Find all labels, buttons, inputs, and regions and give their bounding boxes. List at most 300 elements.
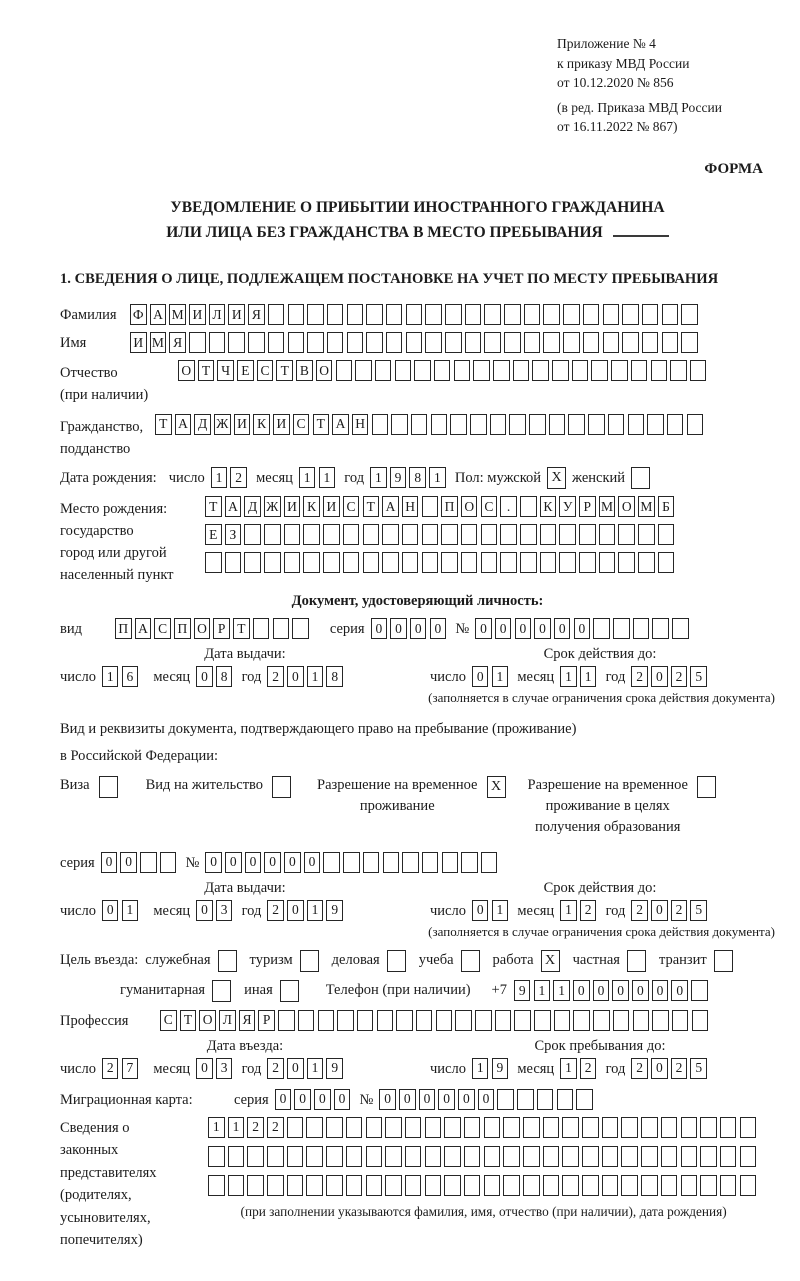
- char-cell[interactable]: 1: [492, 900, 509, 921]
- purpose-business-checkbox[interactable]: [387, 950, 406, 972]
- char-cell[interactable]: 1: [560, 666, 577, 687]
- char-cell[interactable]: А: [175, 414, 192, 435]
- char-cell[interactable]: 0: [245, 852, 262, 873]
- char-cell[interactable]: [740, 1117, 757, 1138]
- char-cell[interactable]: [562, 1146, 579, 1167]
- char-cell[interactable]: 0: [399, 1089, 416, 1110]
- char-cell[interactable]: 1: [560, 900, 577, 921]
- char-cell[interactable]: [672, 1010, 689, 1031]
- char-cell[interactable]: [523, 1146, 540, 1167]
- char-cell[interactable]: 0: [651, 900, 668, 921]
- char-cell[interactable]: [292, 618, 309, 639]
- char-cell[interactable]: [402, 852, 419, 873]
- char-cell[interactable]: [425, 304, 442, 325]
- char-cell[interactable]: [583, 304, 600, 325]
- char-cell[interactable]: [509, 414, 526, 435]
- char-cell[interactable]: 8: [216, 666, 233, 687]
- char-cell[interactable]: [205, 552, 222, 573]
- char-cell[interactable]: 0: [287, 1058, 304, 1079]
- char-cell[interactable]: [540, 552, 557, 573]
- char-cell[interactable]: 0: [472, 900, 489, 921]
- char-cell[interactable]: 0: [102, 900, 119, 921]
- char-cell[interactable]: 0: [379, 1089, 396, 1110]
- char-cell[interactable]: О: [194, 618, 211, 639]
- char-cell[interactable]: [681, 1146, 698, 1167]
- char-cell[interactable]: 2: [580, 900, 597, 921]
- char-cell[interactable]: [406, 304, 423, 325]
- char-cell[interactable]: 0: [334, 1089, 351, 1110]
- char-cell[interactable]: [593, 1010, 610, 1031]
- char-cell[interactable]: [343, 524, 360, 545]
- char-cell[interactable]: [473, 360, 490, 381]
- char-cell[interactable]: 2: [102, 1058, 119, 1079]
- char-cell[interactable]: [441, 552, 458, 573]
- char-cell[interactable]: [228, 332, 245, 353]
- char-cell[interactable]: 0: [593, 980, 610, 1001]
- char-cell[interactable]: 0: [472, 666, 489, 687]
- char-cell[interactable]: 0: [196, 666, 213, 687]
- char-cell[interactable]: А: [382, 496, 399, 517]
- char-cell[interactable]: [613, 618, 630, 639]
- char-cell[interactable]: [638, 524, 655, 545]
- char-cell[interactable]: [622, 304, 639, 325]
- char-cell[interactable]: 0: [515, 618, 532, 639]
- char-cell[interactable]: И: [284, 496, 301, 517]
- purpose-official-checkbox[interactable]: [218, 950, 237, 972]
- char-cell[interactable]: 9: [492, 1058, 509, 1079]
- char-cell[interactable]: [484, 332, 501, 353]
- char-cell[interactable]: 0: [573, 980, 590, 1001]
- char-cell[interactable]: [465, 304, 482, 325]
- char-cell[interactable]: [618, 552, 635, 573]
- char-cell[interactable]: [572, 360, 589, 381]
- char-cell[interactable]: [464, 1146, 481, 1167]
- char-cell[interactable]: [622, 332, 639, 353]
- char-cell[interactable]: [562, 1117, 579, 1138]
- char-cell[interactable]: [638, 552, 655, 573]
- char-cell[interactable]: И: [273, 414, 290, 435]
- char-cell[interactable]: [366, 332, 383, 353]
- char-cell[interactable]: [366, 304, 383, 325]
- char-cell[interactable]: Р: [579, 496, 596, 517]
- char-cell[interactable]: 1: [492, 666, 509, 687]
- char-cell[interactable]: [537, 1089, 554, 1110]
- char-cell[interactable]: [445, 332, 462, 353]
- char-cell[interactable]: 0: [651, 1058, 668, 1079]
- char-cell[interactable]: [402, 552, 419, 573]
- purpose-tourism-checkbox[interactable]: [300, 950, 319, 972]
- char-cell[interactable]: [303, 552, 320, 573]
- char-cell[interactable]: [621, 1146, 638, 1167]
- char-cell[interactable]: С: [154, 618, 171, 639]
- char-cell[interactable]: [662, 304, 679, 325]
- char-cell[interactable]: А: [225, 496, 242, 517]
- char-cell[interactable]: [363, 552, 380, 573]
- char-cell[interactable]: [406, 332, 423, 353]
- char-cell[interactable]: Т: [155, 414, 172, 435]
- char-cell[interactable]: [264, 524, 281, 545]
- char-cell[interactable]: 0: [101, 852, 118, 873]
- char-cell[interactable]: [603, 332, 620, 353]
- char-cell[interactable]: [323, 852, 340, 873]
- char-cell[interactable]: 2: [247, 1117, 264, 1138]
- char-cell[interactable]: [357, 1010, 374, 1031]
- char-cell[interactable]: [520, 524, 537, 545]
- char-cell[interactable]: А: [135, 618, 152, 639]
- char-cell[interactable]: 2: [631, 1058, 648, 1079]
- char-cell[interactable]: [563, 332, 580, 353]
- char-cell[interactable]: [273, 618, 290, 639]
- char-cell[interactable]: [464, 1175, 481, 1196]
- char-cell[interactable]: 9: [514, 980, 531, 1001]
- char-cell[interactable]: [307, 332, 324, 353]
- char-cell[interactable]: [500, 524, 517, 545]
- char-cell[interactable]: 3: [216, 1058, 233, 1079]
- option-temp-residence-checkbox[interactable]: X: [487, 776, 506, 798]
- char-cell[interactable]: [444, 1117, 461, 1138]
- char-cell[interactable]: Т: [363, 496, 380, 517]
- char-cell[interactable]: [641, 1146, 658, 1167]
- char-cell[interactable]: К: [303, 496, 320, 517]
- purpose-private-checkbox[interactable]: [627, 950, 646, 972]
- char-cell[interactable]: [481, 852, 498, 873]
- char-cell[interactable]: 0: [652, 980, 669, 1001]
- char-cell[interactable]: [267, 1175, 284, 1196]
- char-cell[interactable]: [611, 360, 628, 381]
- char-cell[interactable]: [422, 496, 439, 517]
- char-cell[interactable]: Л: [209, 304, 226, 325]
- char-cell[interactable]: [523, 1117, 540, 1138]
- char-cell[interactable]: [405, 1117, 422, 1138]
- char-cell[interactable]: 7: [122, 1058, 139, 1079]
- char-cell[interactable]: [642, 304, 659, 325]
- char-cell[interactable]: [692, 1010, 709, 1031]
- char-cell[interactable]: [366, 1175, 383, 1196]
- char-cell[interactable]: [385, 1146, 402, 1167]
- char-cell[interactable]: [662, 332, 679, 353]
- gender-female-checkbox[interactable]: [631, 467, 650, 489]
- char-cell[interactable]: [377, 1010, 394, 1031]
- char-cell[interactable]: [366, 1146, 383, 1167]
- char-cell[interactable]: [563, 304, 580, 325]
- char-cell[interactable]: [524, 304, 541, 325]
- char-cell[interactable]: 9: [390, 467, 407, 488]
- char-cell[interactable]: К: [540, 496, 557, 517]
- char-cell[interactable]: [520, 496, 537, 517]
- char-cell[interactable]: 0: [612, 980, 629, 1001]
- char-cell[interactable]: [422, 524, 439, 545]
- char-cell[interactable]: Т: [198, 360, 215, 381]
- char-cell[interactable]: [363, 524, 380, 545]
- char-cell[interactable]: [618, 524, 635, 545]
- char-cell[interactable]: С: [257, 360, 274, 381]
- char-cell[interactable]: 2: [631, 900, 648, 921]
- char-cell[interactable]: [386, 332, 403, 353]
- char-cell[interactable]: [140, 852, 157, 873]
- char-cell[interactable]: [307, 304, 324, 325]
- char-cell[interactable]: П: [174, 618, 191, 639]
- char-cell[interactable]: Т: [205, 496, 222, 517]
- char-cell[interactable]: 0: [438, 1089, 455, 1110]
- char-cell[interactable]: [372, 414, 389, 435]
- char-cell[interactable]: 1: [307, 900, 324, 921]
- char-cell[interactable]: [425, 1146, 442, 1167]
- char-cell[interactable]: 0: [120, 852, 137, 873]
- purpose-humanitarian-checkbox[interactable]: [212, 980, 231, 1002]
- char-cell[interactable]: [602, 1117, 619, 1138]
- char-cell[interactable]: [503, 1175, 520, 1196]
- char-cell[interactable]: [209, 332, 226, 353]
- char-cell[interactable]: [436, 1010, 453, 1031]
- char-cell[interactable]: [667, 414, 684, 435]
- char-cell[interactable]: [661, 1117, 678, 1138]
- char-cell[interactable]: 0: [287, 900, 304, 921]
- char-cell[interactable]: [208, 1146, 225, 1167]
- char-cell[interactable]: [687, 414, 704, 435]
- char-cell[interactable]: 0: [314, 1089, 331, 1110]
- char-cell[interactable]: Т: [313, 414, 330, 435]
- char-cell[interactable]: Е: [205, 524, 222, 545]
- char-cell[interactable]: [557, 1089, 574, 1110]
- option-visa-checkbox[interactable]: [99, 776, 118, 798]
- char-cell[interactable]: [582, 1175, 599, 1196]
- char-cell[interactable]: [391, 414, 408, 435]
- char-cell[interactable]: [247, 1175, 264, 1196]
- char-cell[interactable]: [343, 852, 360, 873]
- char-cell[interactable]: 0: [196, 1058, 213, 1079]
- char-cell[interactable]: [425, 1117, 442, 1138]
- char-cell[interactable]: О: [461, 496, 478, 517]
- char-cell[interactable]: 0: [419, 1089, 436, 1110]
- char-cell[interactable]: [284, 552, 301, 573]
- char-cell[interactable]: [444, 1175, 461, 1196]
- char-cell[interactable]: [513, 360, 530, 381]
- char-cell[interactable]: [652, 1010, 669, 1031]
- char-cell[interactable]: [434, 360, 451, 381]
- char-cell[interactable]: [490, 414, 507, 435]
- char-cell[interactable]: [346, 1117, 363, 1138]
- char-cell[interactable]: [543, 304, 560, 325]
- char-cell[interactable]: 5: [690, 666, 707, 687]
- char-cell[interactable]: 2: [580, 1058, 597, 1079]
- char-cell[interactable]: 8: [326, 666, 343, 687]
- char-cell[interactable]: [641, 1117, 658, 1138]
- char-cell[interactable]: [658, 552, 675, 573]
- char-cell[interactable]: М: [169, 304, 186, 325]
- char-cell[interactable]: 0: [651, 666, 668, 687]
- char-cell[interactable]: [208, 1175, 225, 1196]
- char-cell[interactable]: [568, 414, 585, 435]
- char-cell[interactable]: [248, 332, 265, 353]
- char-cell[interactable]: П: [441, 496, 458, 517]
- char-cell[interactable]: [416, 1010, 433, 1031]
- char-cell[interactable]: М: [599, 496, 616, 517]
- char-cell[interactable]: 0: [371, 618, 388, 639]
- char-cell[interactable]: 1: [307, 666, 324, 687]
- char-cell[interactable]: П: [115, 618, 132, 639]
- char-cell[interactable]: [514, 1010, 531, 1031]
- char-cell[interactable]: [337, 1010, 354, 1031]
- char-cell[interactable]: [691, 980, 708, 1001]
- char-cell[interactable]: [303, 524, 320, 545]
- char-cell[interactable]: [481, 524, 498, 545]
- char-cell[interactable]: [484, 1175, 501, 1196]
- char-cell[interactable]: 0: [458, 1089, 475, 1110]
- char-cell[interactable]: 2: [267, 666, 284, 687]
- char-cell[interactable]: 1: [208, 1117, 225, 1138]
- char-cell[interactable]: 0: [475, 618, 492, 639]
- char-cell[interactable]: [228, 1175, 245, 1196]
- char-cell[interactable]: Т: [276, 360, 293, 381]
- char-cell[interactable]: 0: [304, 852, 321, 873]
- char-cell[interactable]: 2: [267, 1117, 284, 1138]
- char-cell[interactable]: К: [253, 414, 270, 435]
- char-cell[interactable]: Я: [169, 332, 186, 353]
- char-cell[interactable]: [228, 1146, 245, 1167]
- char-cell[interactable]: 1: [228, 1117, 245, 1138]
- char-cell[interactable]: [461, 852, 478, 873]
- char-cell[interactable]: М: [638, 496, 655, 517]
- char-cell[interactable]: [642, 332, 659, 353]
- char-cell[interactable]: 0: [284, 852, 301, 873]
- char-cell[interactable]: 0: [275, 1089, 292, 1110]
- char-cell[interactable]: [700, 1117, 717, 1138]
- char-cell[interactable]: [559, 524, 576, 545]
- char-cell[interactable]: [441, 524, 458, 545]
- char-cell[interactable]: Д: [194, 414, 211, 435]
- char-cell[interactable]: [264, 552, 281, 573]
- char-cell[interactable]: Е: [237, 360, 254, 381]
- char-cell[interactable]: [543, 1117, 560, 1138]
- char-cell[interactable]: 2: [671, 900, 688, 921]
- char-cell[interactable]: [385, 1175, 402, 1196]
- char-cell[interactable]: [583, 332, 600, 353]
- char-cell[interactable]: Р: [213, 618, 230, 639]
- char-cell[interactable]: [672, 618, 689, 639]
- char-cell[interactable]: И: [323, 496, 340, 517]
- char-cell[interactable]: 2: [631, 666, 648, 687]
- char-cell[interactable]: [621, 1117, 638, 1138]
- char-cell[interactable]: О: [316, 360, 333, 381]
- char-cell[interactable]: [244, 524, 261, 545]
- char-cell[interactable]: [253, 618, 270, 639]
- char-cell[interactable]: [326, 1175, 343, 1196]
- char-cell[interactable]: 0: [671, 980, 688, 1001]
- char-cell[interactable]: [385, 1117, 402, 1138]
- char-cell[interactable]: [461, 552, 478, 573]
- char-cell[interactable]: [396, 1010, 413, 1031]
- char-cell[interactable]: [582, 1117, 599, 1138]
- char-cell[interactable]: 8: [409, 467, 426, 488]
- char-cell[interactable]: [470, 414, 487, 435]
- char-cell[interactable]: [500, 552, 517, 573]
- char-cell[interactable]: [287, 1175, 304, 1196]
- char-cell[interactable]: [647, 414, 664, 435]
- char-cell[interactable]: [529, 414, 546, 435]
- char-cell[interactable]: [225, 552, 242, 573]
- char-cell[interactable]: [405, 1175, 422, 1196]
- char-cell[interactable]: [651, 360, 668, 381]
- char-cell[interactable]: [576, 1089, 593, 1110]
- char-cell[interactable]: [298, 1010, 315, 1031]
- char-cell[interactable]: [579, 524, 596, 545]
- char-cell[interactable]: [681, 1117, 698, 1138]
- char-cell[interactable]: 1: [553, 980, 570, 1001]
- purpose-other-checkbox[interactable]: [280, 980, 299, 1002]
- char-cell[interactable]: 0: [410, 618, 427, 639]
- char-cell[interactable]: М: [150, 332, 167, 353]
- char-cell[interactable]: 0: [554, 618, 571, 639]
- char-cell[interactable]: 1: [370, 467, 387, 488]
- char-cell[interactable]: [346, 1175, 363, 1196]
- char-cell[interactable]: 1: [472, 1058, 489, 1079]
- option-residence-permit-checkbox[interactable]: [272, 776, 291, 798]
- char-cell[interactable]: [288, 332, 305, 353]
- char-cell[interactable]: [484, 304, 501, 325]
- char-cell[interactable]: [497, 1089, 514, 1110]
- char-cell[interactable]: [613, 1010, 630, 1031]
- char-cell[interactable]: [720, 1117, 737, 1138]
- char-cell[interactable]: 0: [205, 852, 222, 873]
- char-cell[interactable]: [306, 1117, 323, 1138]
- char-cell[interactable]: [633, 618, 650, 639]
- char-cell[interactable]: [461, 524, 478, 545]
- char-cell[interactable]: [347, 304, 364, 325]
- char-cell[interactable]: [562, 1175, 579, 1196]
- char-cell[interactable]: [386, 304, 403, 325]
- char-cell[interactable]: [740, 1146, 757, 1167]
- char-cell[interactable]: [593, 618, 610, 639]
- char-cell[interactable]: [543, 332, 560, 353]
- char-cell[interactable]: [543, 1175, 560, 1196]
- purpose-work-checkbox[interactable]: X: [541, 950, 560, 972]
- char-cell[interactable]: [422, 552, 439, 573]
- char-cell[interactable]: [355, 360, 372, 381]
- char-cell[interactable]: [481, 552, 498, 573]
- char-cell[interactable]: [503, 1117, 520, 1138]
- char-cell[interactable]: [247, 1146, 264, 1167]
- char-cell[interactable]: 0: [294, 1089, 311, 1110]
- char-cell[interactable]: О: [178, 360, 195, 381]
- char-cell[interactable]: Т: [233, 618, 250, 639]
- char-cell[interactable]: [425, 332, 442, 353]
- char-cell[interactable]: [346, 1146, 363, 1167]
- char-cell[interactable]: [336, 360, 353, 381]
- char-cell[interactable]: Р: [258, 1010, 275, 1031]
- char-cell[interactable]: 2: [267, 900, 284, 921]
- char-cell[interactable]: [543, 1146, 560, 1167]
- char-cell[interactable]: .: [500, 496, 517, 517]
- char-cell[interactable]: [405, 1146, 422, 1167]
- char-cell[interactable]: 0: [264, 852, 281, 873]
- char-cell[interactable]: 1: [102, 666, 119, 687]
- char-cell[interactable]: 1: [580, 666, 597, 687]
- char-cell[interactable]: [633, 1010, 650, 1031]
- char-cell[interactable]: [160, 852, 177, 873]
- char-cell[interactable]: Т: [180, 1010, 197, 1031]
- char-cell[interactable]: [681, 304, 698, 325]
- char-cell[interactable]: [573, 1010, 590, 1031]
- char-cell[interactable]: [628, 414, 645, 435]
- char-cell[interactable]: [411, 414, 428, 435]
- char-cell[interactable]: [444, 1146, 461, 1167]
- char-cell[interactable]: 1: [299, 467, 316, 488]
- char-cell[interactable]: [670, 360, 687, 381]
- char-cell[interactable]: [278, 1010, 295, 1031]
- char-cell[interactable]: В: [296, 360, 313, 381]
- char-cell[interactable]: [442, 852, 459, 873]
- char-cell[interactable]: З: [225, 524, 242, 545]
